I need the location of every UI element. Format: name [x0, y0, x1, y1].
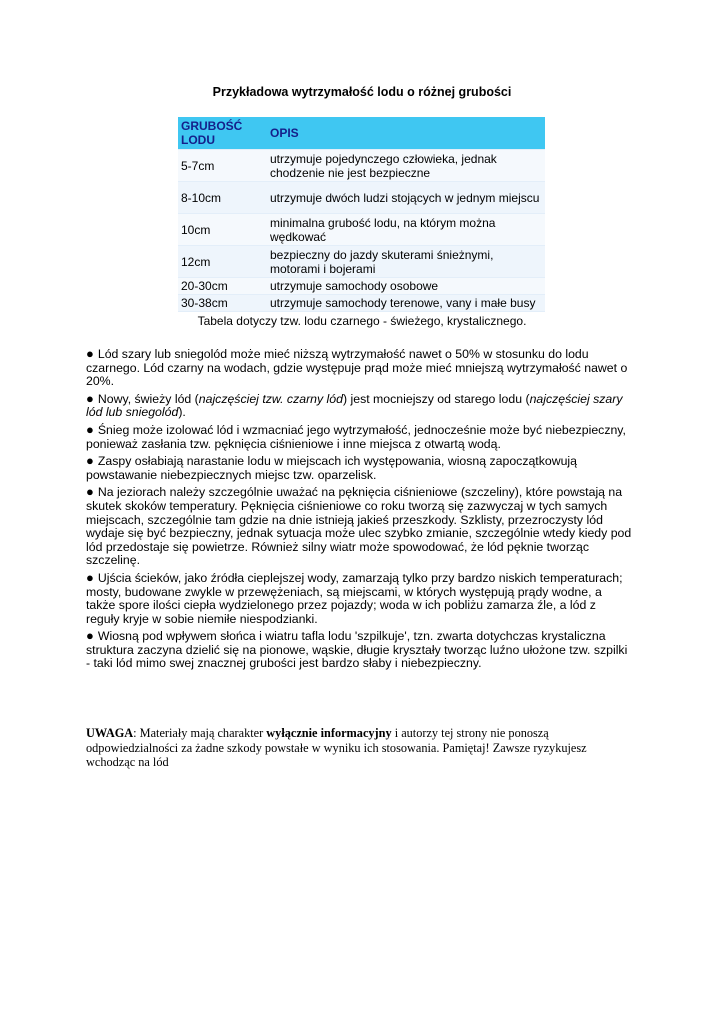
bullet-text: Zaspy osłabiają narastanie lodu w miejscach ich występowania, wiosną zapoczątkowują powstawanie niebezpiecznych miejsc tzw. oparzelisk.: [86, 454, 578, 482]
disclaimer-note: [86, 726, 634, 770]
bullet-icon: ●: [86, 628, 94, 644]
list-item: [86, 571, 632, 626]
table-row: [178, 278, 545, 295]
table-row: [178, 182, 545, 214]
list-item: [86, 485, 632, 568]
list-item: [86, 454, 632, 482]
ice-thickness-table: [178, 117, 545, 312]
table-header-row: [178, 117, 545, 150]
thickness-cell: 12cm: [178, 246, 267, 278]
bullet-text: Na jeziorach należy szczególnie uważać na pęknięcia ciśnieniowe (szczeliny), które powstają na skutek skoków temperatury. Pęknięcia ciśnieniowe co roku tworzą się zazwyczaj w tych samych miejscach, szczególnie tam gdzie na dnie istnieją jakieś przeszkody. Szklisty, przezroczysty lód wydaje się być bezpieczny, jednak sytuacja może ulec szybko zmianie, szczególnie wtedy kiedy pod lód przedostaje się powietrze. Również silny wiatr może spowodować, że lód pęknie tworząc szczelinę.: [86, 485, 632, 568]
list-item: [86, 423, 632, 451]
description-cell: utrzymuje samochody osobowe: [267, 278, 545, 295]
bullet-list: [86, 347, 632, 674]
thickness-cell: 10cm: [178, 214, 267, 246]
italic-text: najczęściej tzw. czarny lód: [198, 391, 343, 406]
thickness-cell: 5-7cm: [178, 150, 267, 182]
note-label: UWAGA: [86, 726, 134, 740]
bullet-text: Lód szary lub sniegolód może mieć niższą wytrzymałość nawet o 50% w stosunku do lodu czarnego. Lód czarny na wodach, gdzie występuje prąd może mieć mniejszą wytrzymałość nawet o 20%.: [86, 347, 628, 389]
table-row: [178, 214, 545, 246]
table-row: [178, 246, 545, 278]
table-row: [178, 295, 545, 312]
italic-text: najczęściej szary lód lub sniegolód: [86, 391, 623, 420]
description-cell: utrzymuje pojedynczego człowieka, jednak chodzenie nie jest bezpieczne: [267, 150, 545, 182]
thickness-cell: 8-10cm: [178, 182, 267, 214]
bullet-text: Śnieg może izolować lód i wzmacniać jego wytrzymałość, jednocześnie może być niebezpieczny, ponieważ zasłania tzw. pęknięcia ciśnieniowe i inne miejsca z otwartą wodą.: [86, 422, 626, 451]
page-title: Przykładowa wytrzymałość lodu o różnej grubości: [212, 85, 512, 99]
thickness-cell: 30-38cm: [178, 295, 267, 312]
bullet-text: Wiosną pod wpływem słońca i wiatru tafla lodu 'szpilkuje', tzn. zwarta dotychczas krystaliczna struktura zaczyna dzielić się na pionowe, wąskie, długie kryształy tworząc luźno ułożone tzw. szpilki - taki lód mimo swej znacznej grubości jest bardzo słaby i niebezpieczny.: [86, 629, 628, 671]
column-header-thickness: GRUBOŚĆ LODU: [178, 117, 267, 150]
note-text: i autorzy tej strony nie ponoszą odpowiedzialności za żadne szkody powstałe w wyniku ich stosowania. Pamiętaj! Zawsze ryzykujesz wchodząc na lód: [86, 726, 587, 769]
description-cell: minimalna grubość lodu, na którym można wędkować: [267, 214, 545, 246]
description-cell: utrzymuje dwóch ludzi stojących w jednym miejscu: [267, 182, 545, 214]
description-cell: bezpieczny do jazdy skuterami śnieżnymi, motorami i bojerami: [267, 246, 545, 278]
table-caption: Tabela dotyczy tzw. lodu czarnego - świeżego, krystalicznego.: [197, 314, 527, 328]
table-row: [178, 150, 545, 182]
bullet-text: Ujścia ścieków, jako źródła cieplejszej wody, zamarzają tylko przy bardzo niskich temperaturach; mosty, budowane zwykle w przewężeniach, są miejscami, w których występują prądy wodne, a także spore ilości ciepła wydzielonego przez pojazdy; woda w ich pobliżu zamarza źle, a lód z reguły kryje w sobie niemiłe niespodzianki.: [86, 570, 623, 626]
list-item: [86, 392, 632, 420]
bullet-icon: ●: [86, 569, 94, 585]
bullet-icon: ●: [86, 484, 94, 500]
bullet-icon: ●: [86, 421, 94, 437]
note-bold-text: wyłącznie informacyjny: [266, 726, 392, 740]
list-item: [86, 629, 632, 671]
bullet-text: Nowy, świeży lód (: [97, 391, 199, 406]
bullet-icon: ●: [86, 390, 94, 406]
bullet-icon: ●: [86, 453, 94, 469]
bullet-text: ) jest mocniejszy od starego lodu (: [342, 391, 530, 406]
bullet-text: ).: [178, 405, 186, 420]
note-text: : Materiały mają charakter: [133, 726, 267, 740]
column-header-description: OPIS: [267, 117, 545, 150]
list-item: [86, 347, 632, 389]
description-cell: utrzymuje samochody terenowe, vany i małe busy: [267, 295, 545, 312]
thickness-cell: 20-30cm: [178, 278, 267, 295]
bullet-icon: ●: [86, 346, 94, 361]
